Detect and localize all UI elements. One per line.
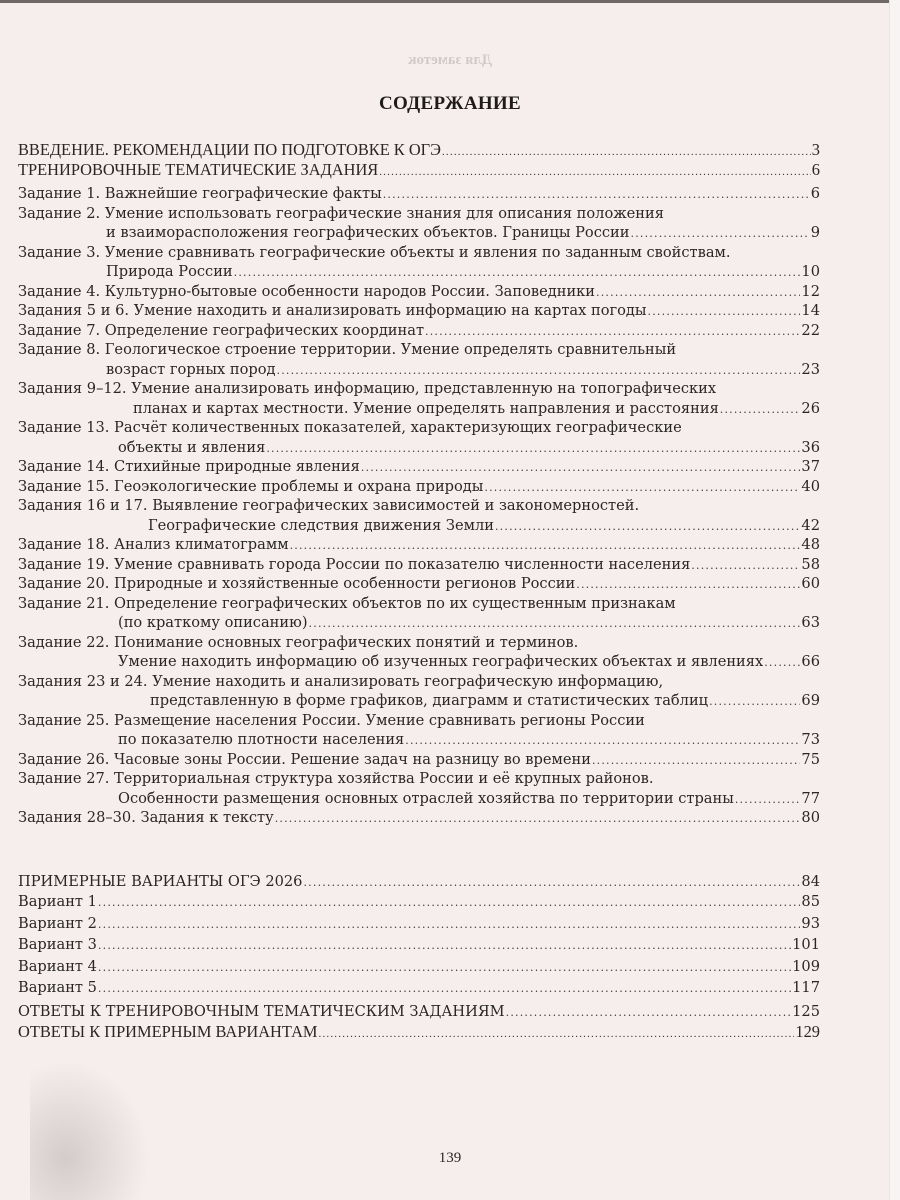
toc-entry-label: Задание 19. Умение сравнивать города России по показателю численности населения — [18, 555, 691, 573]
toc-entry-page: 26 — [801, 399, 820, 417]
toc-leader-dots — [495, 517, 800, 537]
toc-entry-task[interactable] — [118, 613, 820, 634]
toc-leader-dots — [361, 458, 801, 478]
toc-entry-answers-variants[interactable] — [18, 1022, 820, 1044]
toc-leader-dots — [319, 1024, 795, 1044]
toc-leader-dots — [277, 361, 801, 381]
toc-entry-page: 84 — [801, 873, 820, 890]
toc-entry-label: (по краткому описанию) — [118, 614, 308, 631]
toc-leader-dots — [98, 893, 801, 913]
toc-entry-label: Природа России — [106, 263, 233, 280]
toc-entry-page: 101 — [792, 936, 820, 953]
toc-leader-dots — [425, 322, 800, 342]
toc-leader-dots — [720, 400, 801, 420]
toc-entry-label: ТРЕНИРОВОЧНЫЕ ТЕМАТИЧЕСКИЕ ЗАДАНИЯ — [18, 160, 379, 179]
toc-entry-label: Задание 15. Геоэкологические проблемы и охрана природы — [18, 477, 484, 495]
toc-entry-task[interactable] — [18, 282, 820, 303]
toc-entry-page: 63 — [801, 614, 820, 631]
toc-entry-variant[interactable] — [18, 914, 820, 935]
toc-leader-dots — [648, 302, 801, 322]
toc-leader-dots — [631, 224, 810, 244]
toc-entry-page: 93 — [801, 914, 820, 932]
toc-entry-page: 69 — [801, 692, 820, 709]
toc-entry-variant[interactable] — [18, 957, 820, 978]
toc-entry-task-line: Задания 16 и 17. Выявление географических зависимостей и закономерностей. — [18, 497, 640, 514]
toc-leader-dots — [275, 809, 801, 829]
toc-leader-dots — [290, 536, 801, 556]
toc-leader-dots — [98, 915, 801, 935]
toc-leader-dots — [484, 478, 800, 498]
toc-entry-variant[interactable] — [18, 935, 820, 956]
scan-shadow — [30, 1060, 150, 1200]
toc-entry-label: Задания 28–30. Задания к тексту — [18, 809, 274, 826]
toc-entry-label: Вариант 2 — [18, 914, 97, 932]
toc-entry-page: 85 — [801, 893, 820, 910]
toc-entry-task[interactable] — [148, 516, 820, 537]
toc-leader-dots — [98, 979, 791, 999]
toc-leader-dots — [576, 575, 800, 595]
toc-leader-dots — [303, 873, 800, 893]
toc-leader-dots — [596, 283, 800, 303]
toc-entry-label: Задания 5 и 6. Умение находить и анализировать информацию на картах погоды — [18, 302, 647, 319]
toc-entry-task[interactable] — [118, 652, 820, 673]
toc-entry-page: 22 — [801, 321, 820, 339]
toc-entry-label: Задание 14. Стихийные природные явления — [18, 458, 360, 475]
toc-entry-task[interactable] — [18, 457, 820, 478]
toc-entry-task[interactable] — [18, 555, 820, 576]
toc-entry-task[interactable] — [18, 477, 820, 498]
toc-entry-label: Вариант 3 — [18, 936, 97, 953]
toc-entry-task[interactable] — [118, 730, 820, 751]
toc-entry-task[interactable] — [18, 750, 820, 771]
toc-entry-label: и взаиморасположения географических объектов. Границы России — [106, 224, 630, 241]
toc-leader-dots — [592, 751, 800, 771]
toc-entry-task[interactable] — [106, 262, 820, 283]
toc-entry-label: Вариант 5 — [18, 979, 97, 996]
toc-entry-task-line: Задание 27. Территориальная структура хозяйства России и её крупных районов. — [18, 770, 654, 787]
toc-entry-task-line: Задания 23 и 24. Умение находить и анализировать географическую информацию, — [18, 672, 664, 690]
page-top-edge — [0, 0, 900, 3]
toc-entry-task-line: Задание 22. Понимание основных географических понятий и терминов. — [18, 633, 579, 651]
toc-entry-page: 129 — [795, 1022, 820, 1041]
toc-entry-label: Особенности размещения основных отраслей хозяйства по территории страны — [118, 789, 734, 807]
page-right-strip — [889, 0, 900, 1200]
toc-entry-page: 58 — [801, 555, 820, 573]
toc-entry-variant[interactable] — [18, 892, 820, 913]
toc-entry-task[interactable] — [18, 301, 820, 322]
toc-entry-page: 12 — [801, 282, 820, 300]
toc-entry-label: ВВЕДЕНИЕ. РЕКОМЕНДАЦИИ ПО ПОДГОТОВКЕ К ОГЭ — [18, 140, 441, 159]
toc-entry-label: планах и картах местности. Умение определять направления и расстояния — [133, 399, 719, 417]
toc-entry-task-line: Задание 8. Геологическое строение территории. Умение определять сравнительный — [18, 341, 677, 358]
toc-entry-label: Задание 18. Анализ климатограмм — [18, 536, 289, 553]
toc-entry-training[interactable] — [18, 160, 820, 182]
toc-entry-page: 66 — [801, 653, 820, 670]
toc-entry-label: Задание 1. Важнейшие географические факты — [18, 185, 382, 202]
toc-entry-page: 23 — [801, 360, 820, 378]
toc-entry-task-line: Задание 3. Умение сравнивать географические объекты и явления по заданным свойствам. — [18, 243, 731, 261]
toc-entry-page: 40 — [801, 477, 820, 495]
toc-entry-page: 42 — [801, 516, 820, 534]
toc-entry-intro[interactable] — [18, 140, 820, 162]
toc-leader-dots — [442, 142, 811, 162]
toc-entry-label: объекты и явления — [118, 438, 266, 456]
page-title: СОДЕРЖАНИЕ — [379, 93, 521, 114]
toc-leader-dots — [266, 439, 800, 459]
toc-leader-dots — [709, 692, 800, 712]
toc-entry-label: ПРИМЕРНЫЕ ВАРИАНТЫ ОГЭ 2026 — [18, 873, 303, 890]
toc-entry-label: Географические следствия движения Земли — [148, 516, 494, 534]
toc-entry-page: 48 — [801, 536, 820, 553]
toc-leader-dots — [98, 936, 791, 956]
toc-entry-task[interactable] — [118, 789, 820, 810]
toc-entry-page: 75 — [801, 750, 820, 768]
toc-entry-page: 109 — [792, 957, 820, 975]
bleed-through-text: Для заметок — [407, 52, 493, 68]
toc-entry-variants[interactable] — [18, 872, 820, 893]
toc-leader-dots — [405, 731, 800, 751]
toc-entry-page: 6 — [811, 160, 820, 179]
toc-entry-label: Вариант 1 — [18, 893, 97, 910]
toc-entry-task-line: Задания 9–12. Умение анализировать информацию, представленную на топографических — [18, 380, 717, 397]
toc-entry-task[interactable] — [18, 808, 820, 829]
toc-entry-task-line: Задание 25. Размещение населения России. Умение сравнивать регионы России — [18, 711, 645, 729]
toc-entry-task[interactable] — [106, 360, 820, 381]
toc-leader-dots — [383, 185, 810, 205]
toc-entry-page: 36 — [801, 438, 820, 456]
toc-entry-page: 37 — [801, 458, 820, 475]
toc-entry-label: Вариант 4 — [18, 957, 97, 975]
toc-entry-page: 14 — [801, 302, 820, 319]
toc-entry-task[interactable] — [150, 691, 820, 712]
toc-entry-task[interactable] — [18, 321, 820, 342]
toc-leader-dots — [309, 614, 801, 634]
toc-entry-task-line: Задание 2. Умение использовать географические знания для описания положения — [18, 204, 664, 222]
toc-entry-label: Умение находить информацию об изученных географических объектах и явлениях — [118, 653, 764, 670]
toc-entry-page: 3 — [811, 140, 820, 159]
toc-leader-dots — [764, 653, 800, 673]
toc-leader-dots — [379, 162, 811, 182]
toc-entry-page: 60 — [801, 575, 820, 592]
toc-entry-page: 73 — [801, 731, 820, 748]
toc-entry-page: 9 — [810, 224, 820, 241]
toc-entry-label: по показателю плотности населения — [118, 731, 405, 748]
toc-entry-page: 80 — [801, 809, 820, 826]
toc-entry-label: Задание 7. Определение географических координат — [18, 321, 425, 339]
toc-entry-page: 77 — [801, 789, 820, 807]
toc-entry-label: Задание 20. Природные и хозяйственные особенности регионов России — [18, 575, 576, 592]
toc-entry-page: 10 — [801, 263, 820, 280]
toc-entry-task[interactable] — [18, 535, 820, 556]
toc-leader-dots — [691, 556, 800, 576]
toc-entry-task[interactable] — [133, 399, 820, 420]
toc-entry-label: Задание 26. Часовые зоны России. Решение задач на разницу во времени — [18, 750, 591, 768]
toc-entry-variant[interactable] — [18, 978, 820, 999]
toc-entry-task-line: Задание 13. Расчёт количественных показателей, характеризующих географические — [18, 419, 682, 436]
toc-entry-label: представленную в форме графиков, диаграмм и статистических таблиц — [150, 692, 709, 709]
page-number: 139 — [438, 1150, 462, 1166]
toc-entry-task[interactable] — [118, 438, 820, 459]
toc-entry-page: 117 — [792, 979, 820, 996]
toc-entry-label: возраст горных пород — [106, 360, 276, 378]
toc-entry-label: ОТВЕТЫ К ПРИМЕРНЫМ ВАРИАНТАМ — [18, 1022, 318, 1041]
toc-entry-answers-training[interactable] — [18, 1002, 820, 1023]
toc-entry-task[interactable] — [18, 184, 820, 205]
toc-entry-label: ОТВЕТЫ К ТРЕНИРОВОЧНЫМ ТЕМАТИЧЕСКИМ ЗАДАНИЯМ — [18, 1003, 505, 1020]
toc-entry-page: 6 — [810, 185, 820, 202]
toc-leader-dots — [735, 790, 801, 810]
toc-leader-dots — [234, 263, 801, 283]
toc-entry-task-line: Задание 21. Определение географических объектов по их существенным признакам — [18, 594, 676, 612]
toc-entry-label: Задание 4. Культурно-бытовые особенности народов России. Заповедники — [18, 282, 596, 300]
toc-leader-dots — [506, 1003, 792, 1023]
toc-entry-task[interactable] — [18, 574, 820, 595]
toc-entry-task[interactable] — [106, 223, 820, 244]
toc-leader-dots — [98, 958, 791, 978]
toc-entry-page: 125 — [792, 1003, 820, 1020]
